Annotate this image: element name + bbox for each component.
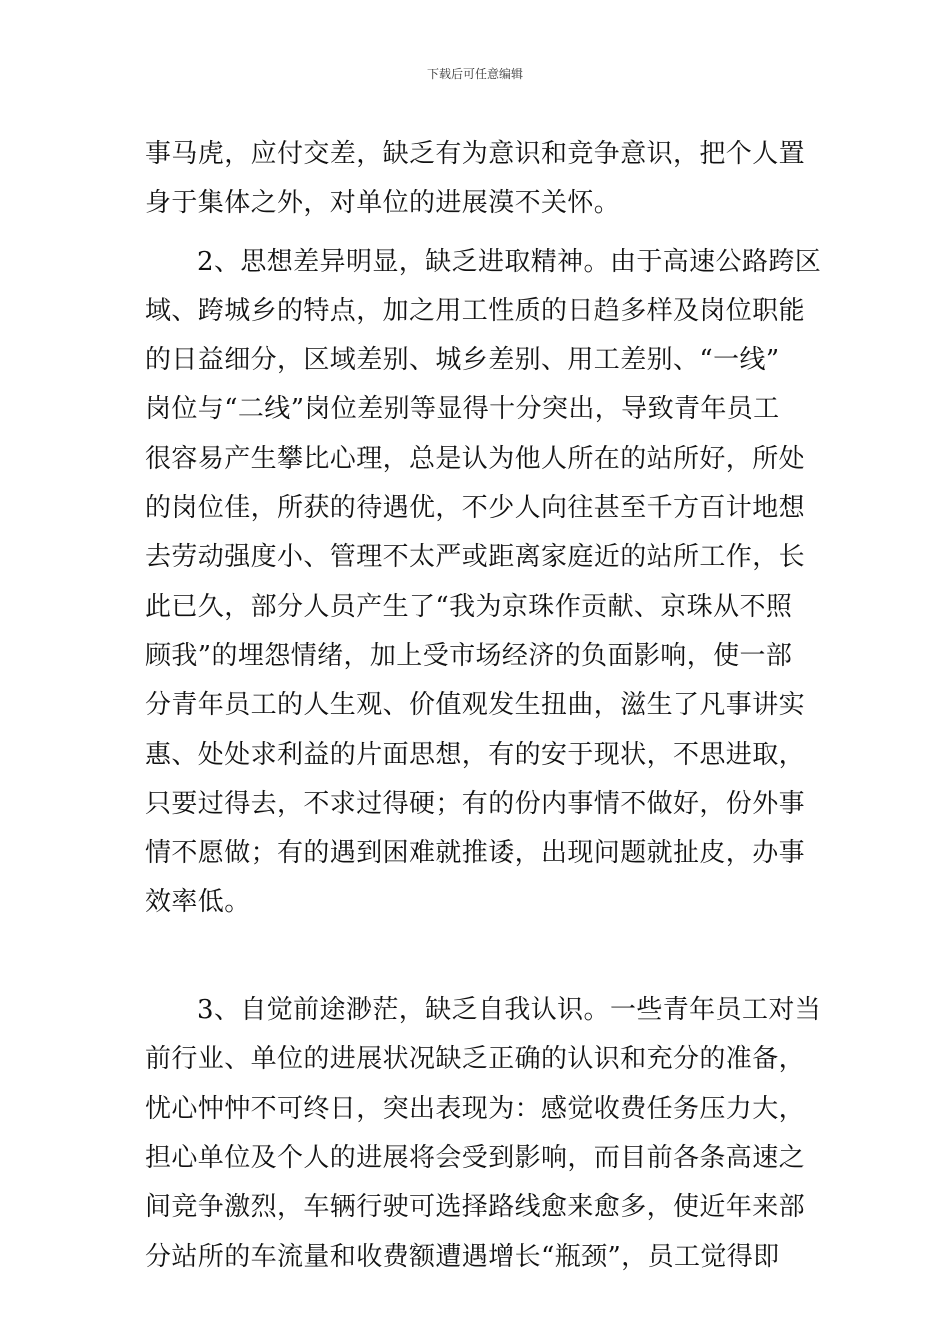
text-line: 惠、处处求利益的片面思想，有的安于现状，不思进取， [145,739,806,770]
text-line: 只要过得去，不求过得硬；有的份内事情不做好，份外事 [145,788,806,819]
text-line: 域、跨城乡的特点，加之用工性质的日趋多样及岗位职能 [145,295,806,326]
text-line: 去劳动强度小、管理不太严或距离家庭近的站所工作，长 [145,542,806,573]
text-line: 前行业、单位的进展状况缺乏正确的认识和充分的准备， [145,1044,806,1075]
text-line: 分站所的车流量和收费额遭遇增长“瓶颈”，员工觉得即 [145,1241,780,1272]
paragraph-2 [145,238,822,977]
text-line: 岗位与“二线”岗位差别等显得十分突出，导致青年员工 [145,394,780,425]
text-line: 间竞争激烈，车辆行驶可选择路线愈来愈多，使近年来部 [145,1192,806,1223]
text-line: 身于集体之外，对单位的进展漠不关怀。 [145,188,621,219]
text-line: 3、自觉前途渺茫，缺乏自我认识。一些青年员工对当 [197,995,822,1026]
text-line: 分青年员工的人生观、价值观发生扭曲，滋生了凡事讲实 [145,690,806,721]
paragraph-1 [145,130,810,229]
text-line: 担心单位及个人的进展将会受到影响，而目前各条高速之 [145,1142,806,1173]
text-line: 此已久，部分人员产生了“我为京珠作贡献、京珠从不照 [145,591,793,622]
text-line: 事马虎，应付交差，缺乏有为意识和竞争意识，把个人置 [145,139,806,169]
text-line: 效率低。 [145,887,251,918]
paragraph-3 [145,986,822,1282]
text-line: 忧心忡忡不可终日，突出表现为：感觉收费任务压力大， [145,1093,806,1124]
text-line [145,928,810,977]
page-header: 下载后可任意编辑 [426,67,523,81]
text-line: 很容易产生攀比心理，总是认为他人所在的站所好，所处 [145,443,806,474]
text-line: 的岗位佳，所获的待遇优，不少人向往甚至千方百计地想 [145,493,806,524]
document-body [145,130,822,1282]
text-line: 2、思想差异明显，缺乏进取精神。由于高速公路跨区 [197,246,822,277]
text-line: 情不愿做；有的遇到困难就推诿，出现问题就扯皮，办事 [145,838,806,869]
text-line: 顾我”的埋怨情绪，加上受市场经济的负面影响，使一部 [145,640,793,671]
text-line: 的日益细分，区域差别、城乡差别、用工差别、“一线” [145,345,780,376]
